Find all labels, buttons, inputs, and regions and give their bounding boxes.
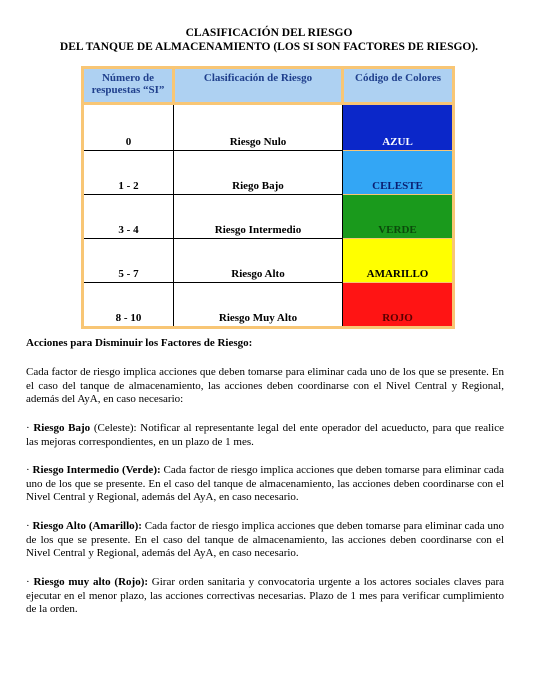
action-label: Riesgo muy alto (Rojo):	[33, 576, 149, 588]
title-line-1: CLASIFICACIÓN DEL RIESGO	[185, 27, 353, 39]
action-text: Cada factor de riesgo implica acciones que deben tomarse para eliminar cada uno de los que se presente. En el caso del tanque de almacenamiento, las acciones deben coordinarse con el Nivel Central y Regional, además del AyA, en caso necesario.	[26, 520, 504, 559]
action-text: Cada factor de riesgo implica acciones que deben tomarse para eliminar cada uno de los que se presente. En el caso del tanque de almacenamiento, las acciones deben coordinarse con el Nivel Central y Regional, además del AyA, en caso necesario.	[26, 464, 504, 503]
table-header-row	[83, 68, 454, 104]
risk-classification-table	[81, 66, 455, 329]
color-code-cell: CELESTE	[343, 151, 454, 195]
action-item-intermediate	[26, 464, 504, 505]
bullet: ·	[26, 422, 30, 434]
response-count: 3 - 4	[83, 195, 174, 239]
color-code-cell: ROJO	[343, 283, 454, 328]
table-row	[83, 239, 454, 283]
color-code-cell: AMARILLO	[343, 239, 454, 283]
action-item-high	[26, 520, 504, 561]
action-label-rest: (Celeste):	[90, 422, 141, 434]
actions-heading: Acciones para Disminuir los Factores de Riesgo:	[26, 337, 253, 349]
table-row	[83, 151, 454, 195]
risk-level: Riesgo Intermedio	[174, 195, 343, 239]
bullet: ·	[26, 576, 30, 588]
table-row	[83, 283, 454, 328]
action-item-low	[26, 422, 504, 449]
risk-level: Riesgo Alto	[174, 239, 343, 283]
bullet: ·	[26, 520, 30, 532]
color-code-cell: VERDE	[343, 195, 454, 239]
header-responses: Número de respuestas “SI”	[83, 68, 174, 104]
action-label: Riesgo Intermedio (Verde):	[32, 464, 161, 476]
action-label: Riesgo Bajo	[33, 422, 91, 434]
response-count: 0	[83, 104, 174, 151]
action-text: Notificar al representante legal del ente operador del acueducto, para que realice las mejoras correspondientes, en un plazo de 1 mes.	[26, 422, 505, 448]
color-code-cell: AZUL	[343, 104, 454, 151]
response-count: 5 - 7	[83, 239, 174, 283]
bullet: ·	[26, 464, 30, 476]
action-text: Girar orden sanitaria y convocatoria urgente a los actores sociales claves para ejecutar en el menor plazo, las acciones correctivas necesarias. Plazo de 1 mes para verificar cumplimiento de la orden.	[26, 576, 505, 615]
document-title	[0, 26, 538, 54]
header-classification: Clasificación de Riesgo	[174, 68, 343, 104]
intro-paragraph: Cada factor de riesgo implica acciones que deben tomarse para eliminar cada uno de los que se presente. En el caso del tanque de almacenamiento, las acciones deben coordinarse con el Nivel Central y Regional, además del AyA, en caso necesario:	[26, 366, 504, 405]
response-count: 8 - 10	[83, 283, 174, 328]
header-color-code: Código de Colores	[343, 68, 454, 104]
table-row	[83, 195, 454, 239]
response-count: 1 - 2	[83, 151, 174, 195]
table-row	[83, 104, 454, 151]
risk-level: Riesgo Muy Alto	[174, 283, 343, 328]
risk-level: Riego Bajo	[174, 151, 343, 195]
risk-level: Riesgo Nulo	[174, 104, 343, 151]
action-item-very-high	[26, 576, 504, 617]
action-label: Riesgo Alto (Amarillo):	[32, 520, 142, 532]
title-line-2: DEL TANQUE DE ALMACENAMIENTO (LOS SI SON FACTORES DE RIESGO).	[59, 41, 479, 53]
